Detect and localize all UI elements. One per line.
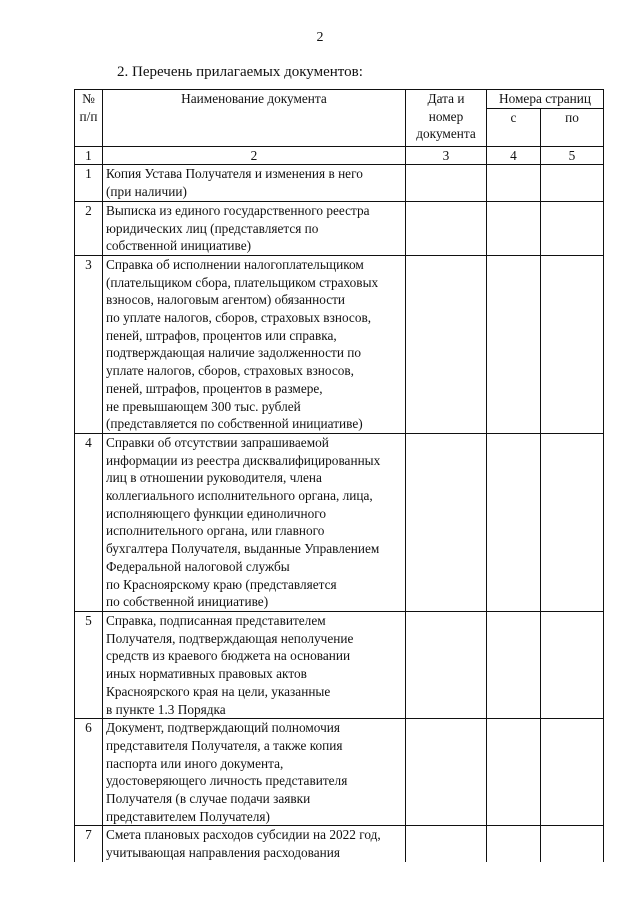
- column-index: 5: [541, 146, 604, 165]
- pages-from-cell[interactable]: [487, 826, 541, 862]
- row-number: 6: [75, 719, 103, 826]
- document-name-line: исполняющего функции единоличного: [106, 505, 326, 521]
- header-num: [75, 90, 103, 147]
- date-cell[interactable]: [406, 165, 487, 201]
- document-name-line: по Красноярскому краю (представляется: [106, 576, 337, 592]
- pages-to-cell[interactable]: [541, 433, 604, 611]
- header-date-line: документа: [416, 126, 476, 142]
- document-name-line: собственной инициативе): [106, 238, 252, 254]
- column-index: 3: [406, 146, 487, 165]
- document-name-line: Получателя (в случае подачи заявки: [106, 791, 311, 807]
- document-name-line: Получателя, подтверждающая неполучение: [106, 630, 354, 646]
- document-name: [103, 826, 406, 862]
- header-date: [406, 90, 487, 147]
- document-name-line: юридических лиц (представляется по: [106, 220, 319, 236]
- document-name-line: лиц в отношении руководителя, члена: [106, 470, 322, 486]
- date-cell[interactable]: [406, 611, 487, 718]
- date-cell[interactable]: [406, 719, 487, 826]
- pages-to-cell[interactable]: [541, 165, 604, 201]
- column-index: 4: [487, 146, 541, 165]
- document-name-line: уплате налогов, сборов, страховых взносов,: [106, 363, 354, 379]
- column-index: 1: [75, 146, 103, 165]
- table-row: [75, 255, 604, 433]
- document-name: [103, 611, 406, 718]
- table-row: [75, 826, 604, 862]
- document-name: [103, 433, 406, 611]
- document-name-line: средств из краевого бюджета на основании: [106, 648, 351, 664]
- header-pages-to: по: [541, 108, 604, 146]
- document-name-line: Выписка из единого государственного реестра: [106, 202, 370, 218]
- pages-from-cell[interactable]: [487, 719, 541, 826]
- document-name-line: бухгалтера Получателя, выданные Управлением: [106, 541, 380, 557]
- document-name-line: пеней, штрафов, процентов в размере,: [106, 380, 323, 396]
- pages-to-cell[interactable]: [541, 611, 604, 718]
- section-title: 2. Перечень прилагаемых документов:: [117, 64, 363, 80]
- header-pages-from: с: [487, 108, 541, 146]
- table-row: [75, 611, 604, 718]
- row-number: 5: [75, 611, 103, 718]
- documents-table: [74, 89, 604, 862]
- document-name-line: взносов, налоговым агентом) обязанности: [106, 292, 346, 308]
- table-row: [75, 719, 604, 826]
- pages-to-cell[interactable]: [541, 201, 604, 255]
- document-name-line: иных нормативных правовых актов: [106, 666, 307, 682]
- header-date-line: номер: [428, 108, 464, 124]
- table-row: [75, 165, 604, 201]
- pages-to-cell[interactable]: [541, 719, 604, 826]
- document-name-line: (представляется по собственной инициативе): [106, 416, 363, 432]
- pages-to-cell[interactable]: [541, 255, 604, 433]
- document-name-line: представителя Получателя, а также копия: [106, 737, 343, 753]
- row-number: 4: [75, 433, 103, 611]
- document-name-line: исполнительного органа, или главного: [106, 523, 325, 539]
- header-pages: Номера страниц: [487, 90, 604, 109]
- column-index-row: [75, 146, 604, 165]
- pages-from-cell[interactable]: [487, 201, 541, 255]
- document-name-line: по собственной инициативе): [106, 594, 269, 610]
- document-name-line: Федеральной налоговой службы: [106, 558, 290, 574]
- document-name-line: Смета плановых расходов субсидии на 2022 год,: [106, 827, 381, 843]
- document-name-line: учитывающая направления расходования: [106, 845, 340, 861]
- pages-from-cell[interactable]: [487, 611, 541, 718]
- document-name: [103, 719, 406, 826]
- header-date-line: Дата и: [427, 91, 465, 106]
- document-name-line: Копия Устава Получателя и изменения в него: [106, 166, 363, 182]
- document-name: [103, 165, 406, 201]
- date-cell[interactable]: [406, 201, 487, 255]
- document-name: [103, 255, 406, 433]
- document-name-line: удостоверяющего личность представителя: [106, 773, 348, 789]
- date-cell[interactable]: [406, 826, 487, 862]
- table-row: [75, 433, 604, 611]
- column-index: 2: [103, 146, 406, 165]
- pages-from-cell[interactable]: [487, 433, 541, 611]
- document-name-line: Красноярского края на цели, указанные: [106, 683, 331, 699]
- row-number: 7: [75, 826, 103, 862]
- document-name-line: коллегиального исполнительного органа, лица,: [106, 488, 373, 504]
- row-number: 2: [75, 201, 103, 255]
- document-name-line: в пункте 1.3 Порядка: [106, 701, 226, 717]
- row-number: 1: [75, 165, 103, 201]
- pages-from-cell[interactable]: [487, 255, 541, 433]
- date-cell[interactable]: [406, 433, 487, 611]
- pages-from-cell[interactable]: [487, 165, 541, 201]
- document-name-line: Справка, подписанная представителем: [106, 612, 326, 628]
- document-name-line: Документ, подтверждающий полномочия: [106, 720, 341, 736]
- document-name-line: представителем Получателя): [106, 808, 270, 824]
- document-name-line: не превышающем 300 тыс. рублей: [106, 398, 301, 414]
- document-name: [103, 201, 406, 255]
- header-row: [75, 90, 604, 109]
- table-row: [75, 201, 604, 255]
- page-number: 2: [316, 30, 324, 45]
- document-name-line: подтверждающая наличие задолженности по: [106, 345, 362, 361]
- document-name-line: (при наличии): [106, 184, 187, 200]
- document-name-line: Справка об исполнении налогоплательщиком: [106, 256, 364, 272]
- document-name-line: Справки об отсутствии запрашиваемой: [106, 434, 329, 450]
- date-cell[interactable]: [406, 255, 487, 433]
- header-num-line: п/п: [79, 108, 98, 124]
- header-num-line: №: [82, 91, 95, 106]
- document-name-line: паспорта или иного документа,: [106, 755, 284, 771]
- document-name-line: пеней, штрафов, процентов или справка,: [106, 327, 337, 343]
- document-name-line: по уплате налогов, сборов, страховых взносов,: [106, 310, 372, 326]
- document-name-line: (плательщиком сбора, плательщиком страховых: [106, 274, 379, 290]
- document-name-line: информации из реестра дисквалифицированных: [106, 452, 381, 468]
- row-number: 3: [75, 255, 103, 433]
- header-name: Наименование документа: [103, 90, 406, 147]
- pages-to-cell[interactable]: [541, 826, 604, 862]
